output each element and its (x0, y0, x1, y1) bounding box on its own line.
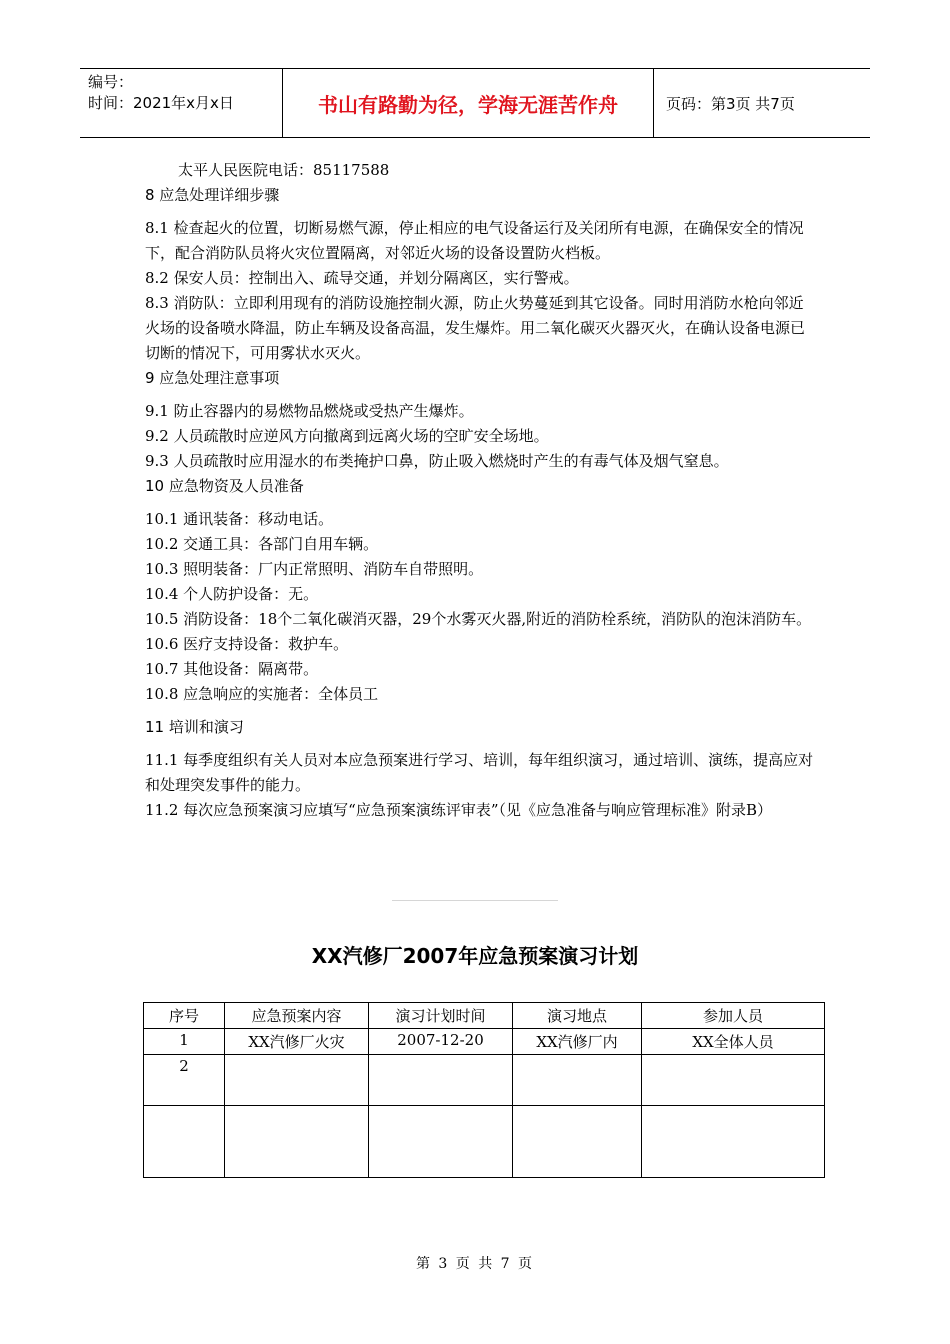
table-cell (513, 1055, 642, 1106)
header-cell-index: 序号 (144, 1003, 225, 1029)
section-9-2: 9.2 人员疏散时应逆风方向撤离到远离火场的空旷安全场地。 (145, 427, 549, 445)
section-11-title: 11 培训和演习 (145, 718, 244, 736)
section-10-3: 10.3 照明装备：厂内正常照明、消防车自带照明。 (145, 560, 484, 578)
spacer (145, 707, 815, 715)
section-10-2: 10.2 交通工具：各部门自用车辆。 (145, 535, 379, 553)
table-cell: XX汽修厂内 (513, 1029, 642, 1055)
table-cell (513, 1106, 642, 1178)
header-page-label: 页码：第3页 共7页 (666, 94, 795, 113)
section-8-title: 8 应急处理详细步骤 (145, 186, 280, 204)
section-10-1: 10.1 通讯装备：移动电话。 (145, 510, 334, 528)
table-cell (642, 1055, 825, 1106)
header-cell-location: 演习地点 (513, 1003, 642, 1029)
header-cell-participants: 参加人员 (642, 1003, 825, 1029)
hospital-phone: 太平人民医院电话：85117588 (178, 161, 390, 179)
section-11-1: 11.1 每季度组织有关人员对本应急预案进行学习、培训，每年组织演习，通过培训、演练，提高应对和处理突发事件的能力。 (145, 751, 814, 794)
section-10-5: 10.5 消防设备：18个二氧化碳消灭器，29个水雾灭火器,附近的消防栓系统，消防队的泡沫消防车。 (145, 610, 812, 628)
table-cell: XX汽修厂火灾 (225, 1029, 369, 1055)
header-cell-time: 演习计划时间 (369, 1003, 513, 1029)
number-label: 编号： (88, 73, 134, 91)
section-10-title: 10 应急物资及人员准备 (145, 477, 304, 495)
table-cell (369, 1055, 513, 1106)
table-row (144, 1029, 825, 1055)
section-8-2: 8.2 保安人员：控制出入、疏导交通，并划分隔离区，实行警戒。 (145, 269, 579, 287)
section-9-3: 9.3 人员疏散时应用湿水的布类掩护口鼻，防止吸入燃烧时产生的有毒气体及烟气窒息。 (145, 452, 729, 470)
section-8-3: 8.3 消防队：立即利用现有的消防设施控制火源，防止火势蔓延到其它设备。同时用消防水枪向邻近火场的设备喷水降温，防止车辆及设备高温，发生爆炸。用二氧化碳灭火器灭火，在确认设备电源已切断的情况下，可用雾状水灭火。 (145, 294, 806, 362)
section-9-title: 9 应急处理注意事项 (145, 369, 280, 387)
section-8-1: 8.1 检查起火的位置，切断易燃气源，停止相应的电气设备运行及关闭所有电源，在确保安全的情况下，配合消防队员将火灾位置隔离，对邻近火场的设备设置防火档板。 (145, 219, 804, 262)
table-cell (225, 1106, 369, 1178)
time-label: 时间：2021年x月x日 (88, 94, 234, 112)
section-9-1: 9.1 防止容器内的易燃物品燃烧或受热产生爆炸。 (145, 402, 474, 420)
header-meta (80, 69, 282, 137)
table-cell: 2 (144, 1055, 225, 1106)
section-10-6: 10.6 医疗支持设备：救护车。 (145, 635, 349, 653)
table-cell (369, 1106, 513, 1178)
table-header-row (144, 1003, 825, 1029)
table-cell (144, 1106, 225, 1178)
table-cell (642, 1106, 825, 1178)
document-body (145, 158, 815, 823)
table-cell (225, 1055, 369, 1106)
table-row (144, 1106, 825, 1178)
header-cell-content: 应急预案内容 (225, 1003, 369, 1029)
page-footer: 第 3 页 共 7 页 (415, 1256, 535, 1272)
table-cell: 2007-12-20 (369, 1029, 513, 1055)
section-divider (392, 900, 558, 901)
table-row (144, 1055, 825, 1106)
section-10-8: 10.8 应急响应的实施者：全体员工 (145, 685, 379, 703)
section-10-4: 10.4 个人防护设备：无。 (145, 585, 319, 603)
plan-title: XX汽修厂2007年应急预案演习计划 (311, 944, 639, 968)
page-header (80, 68, 870, 138)
table-cell: 1 (144, 1029, 225, 1055)
section-11-2: 11.2 每次应急预案演习应填写“应急预案演练评审表”（见《应急准备与响应管理标准》附录B） (145, 801, 773, 819)
drill-plan-table (143, 1002, 825, 1178)
table-cell: XX全体人员 (642, 1029, 825, 1055)
header-motto: 书山有路勤为径，学海无涯苦作舟 (282, 69, 654, 137)
section-10-7: 10.7 其他设备：隔离带。 (145, 660, 319, 678)
